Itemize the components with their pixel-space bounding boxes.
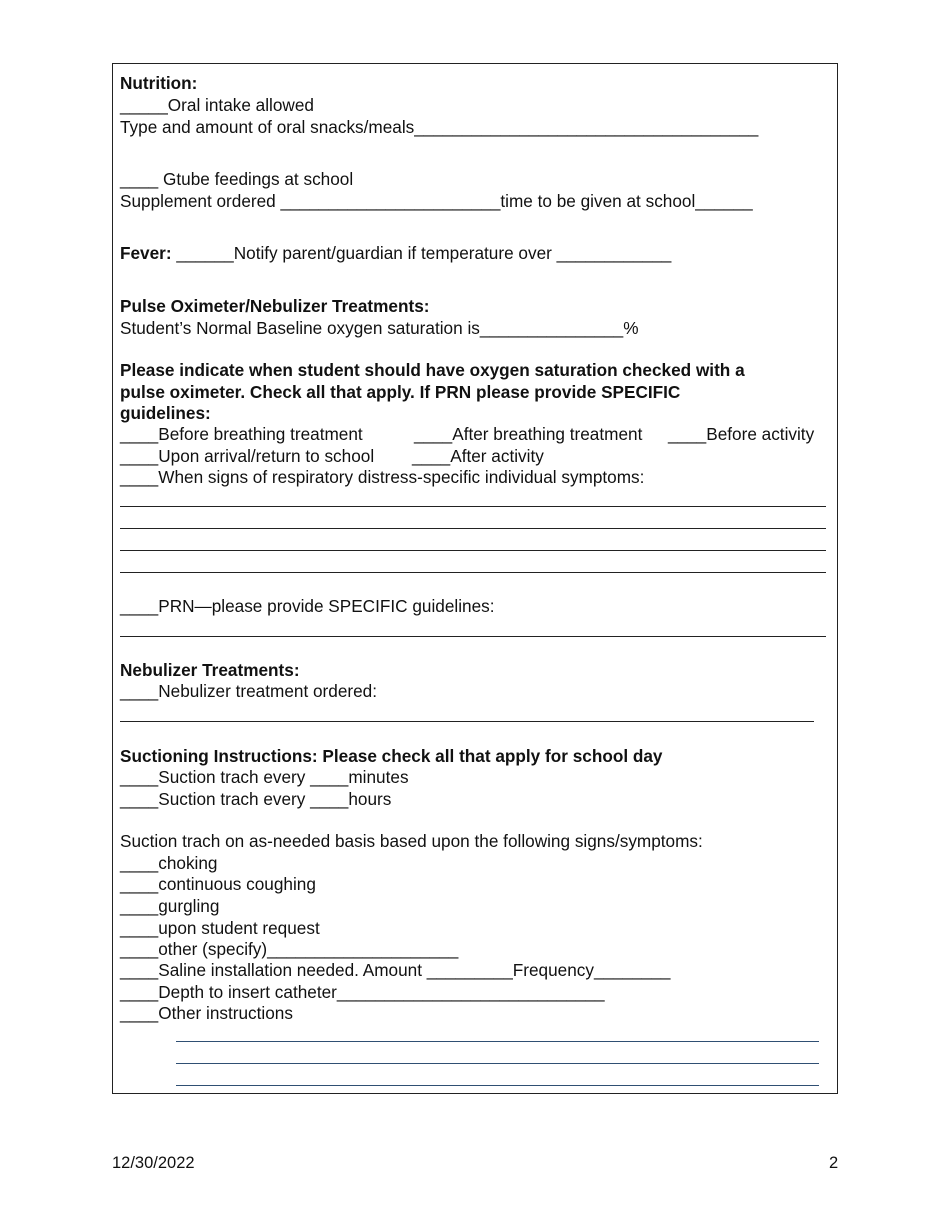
nebulizer-ordered-checkbox[interactable]: ____Nebulizer treatment ordered: (120, 681, 378, 701)
baseline-saturation-field[interactable]: Student’s Normal Baseline oxygen saturation is_______________% (120, 318, 639, 338)
gtube-field[interactable]: ____ Gtube feedings at school (120, 169, 354, 189)
other-instructions-checkbox[interactable]: ____Other instructions (120, 1003, 293, 1023)
oral-intake-field[interactable]: _____Oral intake allowed (120, 95, 314, 115)
before-activity-checkbox[interactable]: ____Before activity (668, 424, 815, 444)
nebulizer-heading: Nebulizer Treatments: (120, 660, 300, 680)
before-breathing-checkbox[interactable]: ____Before breathing treatment (120, 424, 363, 444)
saline-field[interactable]: ____Saline installation needed. Amount _________Frequency________ (120, 960, 671, 980)
gurgling-checkbox[interactable]: ____gurgling (120, 896, 220, 916)
other-instructions-line-3[interactable] (176, 1085, 819, 1086)
supplement-field[interactable]: Supplement ordered _______________________time to be given at school______ (120, 191, 753, 211)
other-specify-field[interactable]: ____other (specify)____________________ (120, 939, 459, 959)
symptoms-line-1[interactable] (120, 506, 826, 507)
prn-checkbox[interactable]: ____PRN—please provide SPECIFIC guidelines: (120, 596, 495, 616)
pulse-ox-instructions-3: guidelines: (120, 403, 211, 423)
fever-label: Fever: (120, 243, 172, 263)
suction-minutes-field[interactable]: ____Suction trach every ____minutes (120, 767, 409, 787)
symptoms-line-4[interactable] (120, 572, 826, 573)
pulse-ox-heading: Pulse Oximeter/Nebulizer Treatments: (120, 296, 430, 316)
symptoms-line-2[interactable] (120, 528, 826, 529)
footer-date: 12/30/2022 (112, 1154, 195, 1172)
nutrition-heading: Nutrition: (120, 73, 198, 93)
prn-guidelines-line[interactable] (120, 636, 826, 637)
pulse-ox-instructions-1: Please indicate when student should have oxygen saturation checked with a (120, 360, 745, 380)
after-activity-checkbox[interactable]: ____After activity (412, 446, 544, 466)
choking-checkbox[interactable]: ____choking (120, 853, 218, 873)
other-instructions-line-1[interactable] (176, 1041, 819, 1042)
respiratory-distress-checkbox[interactable]: ____When signs of respiratory distress-specific individual symptoms: (120, 467, 645, 487)
after-breathing-checkbox[interactable]: ____After breathing treatment (414, 424, 643, 444)
fever-field[interactable]: ______Notify parent/guardian if temperature over ____________ (171, 243, 672, 263)
oral-snacks-field[interactable]: Type and amount of oral snacks/meals____________________________________ (120, 117, 759, 137)
catheter-depth-field[interactable]: ____Depth to insert catheter____________________________ (120, 982, 605, 1002)
suction-hours-field[interactable]: ____Suction trach every ____hours (120, 789, 392, 809)
suctioning-heading: Suctioning Instructions: Please check all that apply for school day (120, 746, 663, 766)
student-request-checkbox[interactable]: ____upon student request (120, 918, 320, 938)
coughing-checkbox[interactable]: ____continuous coughing (120, 874, 316, 894)
fever-row (120, 243, 671, 263)
upon-arrival-checkbox[interactable]: ____Upon arrival/return to school (120, 446, 375, 466)
pulse-ox-instructions-2: pulse oximeter. Check all that apply. If PRN please provide SPECIFIC (120, 382, 681, 402)
as-needed-text: Suction trach on as-needed basis based upon the following signs/symptoms: (120, 831, 703, 851)
nebulizer-order-line[interactable] (120, 721, 814, 722)
other-instructions-line-2[interactable] (176, 1063, 819, 1064)
symptoms-line-3[interactable] (120, 550, 826, 551)
page-number: 2 (829, 1154, 839, 1172)
